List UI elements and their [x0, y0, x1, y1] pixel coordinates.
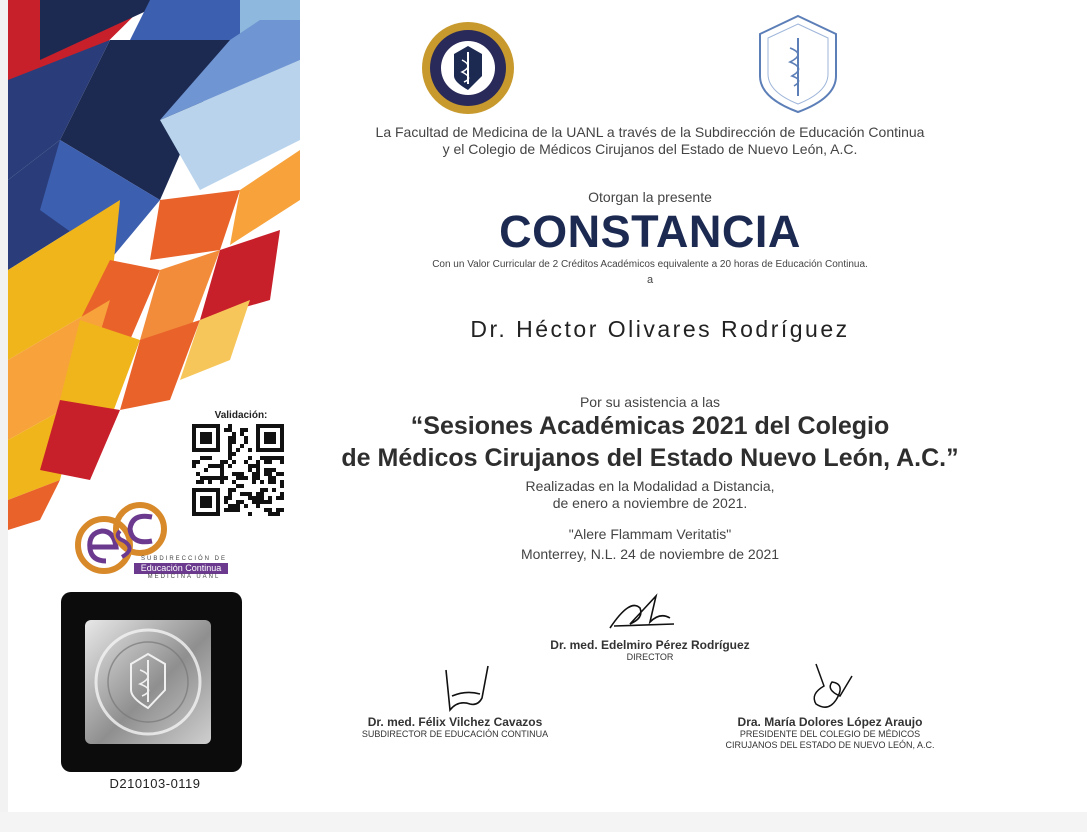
event-title-line-1: “Sesiones Académicas 2021 del Colegio	[410, 412, 890, 440]
seal-hologram	[85, 620, 211, 744]
seal-crest-icon	[85, 620, 211, 744]
attendance-text: Por su asistencia a las	[579, 394, 721, 410]
event-title-line-2: de Médicos Cirujanos del Estado Nuevo León, A.C.”	[341, 444, 959, 472]
presidente-name: Dra. María Dolores López Araujo	[737, 715, 923, 729]
intro-line-2: y el Colegio de Médicos Cirujanos del Estado de Nuevo León, A.C.	[442, 141, 858, 157]
intro-text	[340, 124, 960, 158]
event-title	[330, 410, 970, 474]
esc-medicina: MEDICINA UANL	[147, 574, 221, 580]
director-block	[500, 638, 800, 663]
subdirector-block	[330, 715, 580, 740]
esc-band: Educación Continua	[134, 563, 228, 574]
presidente-block	[700, 715, 960, 751]
otorgan-text: Otorgan la presente	[588, 189, 712, 205]
director-role: DIRECTOR	[626, 652, 674, 662]
intro-line-1: La Facultad de Medicina de la UANL a través de la Subdirección de Educación Continua	[375, 124, 925, 140]
presidente-role-line-1: PRESIDENTE DEL COLEGIO DE MÉDICOS	[739, 729, 921, 739]
director-signature	[600, 588, 680, 638]
document-title: CONSTANCIA	[499, 206, 801, 257]
presidente-signature	[800, 660, 860, 714]
validation-label: Validación:	[214, 410, 268, 421]
folio-number: D210103-0119	[109, 776, 201, 791]
esc-subtitle: SUBDIRECCIÓN DE	[140, 556, 227, 562]
motto: "Alere Flammam Veritatis"	[568, 526, 732, 542]
curricular-value-text: Con un Valor Curricular de 2 Créditos Académicos equivalente a 20 horas de Educación Continua.	[432, 259, 868, 270]
director-name: Dr. med. Edelmiro Pérez Rodríguez	[550, 638, 750, 652]
modality-line-2: de enero a noviembre de 2021.	[552, 495, 748, 511]
page-edge	[0, 0, 8, 832]
place-date: Monterrey, N.L. 24 de noviembre de 2021	[520, 546, 780, 562]
uanl-medicine-crest	[420, 20, 516, 116]
subdirector-role: SUBDIRECTOR DE EDUCACIÓN CONTINUA	[361, 729, 549, 739]
recipient-name: Dr. Héctor Olivares Rodríguez	[470, 316, 850, 342]
subdirector-name: Dr. med. Félix Vilchez Cavazos	[367, 715, 543, 729]
embossed-seal	[61, 592, 242, 772]
modality-text	[470, 478, 830, 512]
a-text: a	[646, 274, 654, 286]
subdirector-signature	[430, 660, 500, 716]
page-bottom-edge	[0, 812, 1087, 832]
presidente-role-line-2: CIRUJANOS DEL ESTADO DE NUEVO LEÓN, A.C.	[725, 740, 935, 750]
modality-line-1: Realizadas en la Modalidad a Distancia,	[525, 478, 775, 494]
colegio-shield	[756, 14, 840, 114]
